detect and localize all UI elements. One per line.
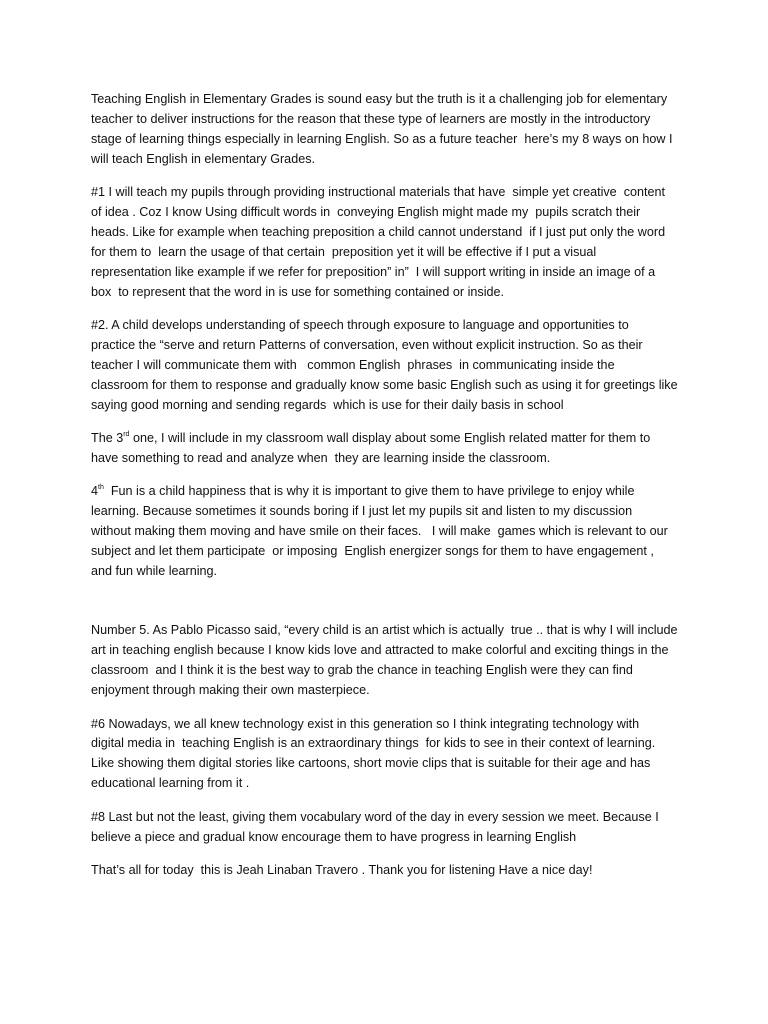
text-line: of idea . Coz I know Using difficult words in conveying English might made my pupils scratch their: [91, 205, 641, 220]
text-line: practice the “serve and return Patterns of conversation, even without explicit instruction. So as their: [91, 337, 643, 352]
text-line: Like showing them digital stories like cartoons, short movie clips that is suitable for their age and has: [91, 756, 651, 771]
text-line: representation like example if we refer for preposition” in” I will support writing in inside an image of a: [91, 264, 656, 279]
paragraph-way-2: [91, 316, 691, 416]
paragraph-way-6: [91, 715, 691, 795]
text-line: educational learning from it .: [91, 776, 250, 791]
text-line: #6 Nowadays, we all knew technology exist in this generation so I think integrating technology with: [91, 716, 640, 731]
text-run: The 3: [91, 431, 124, 446]
text-line: teacher to deliver instructions for the reason that these type of learners are mostly in the introductory: [91, 111, 651, 126]
text-line: learning. Because sometimes it sounds boring if I just let my pupils sit and listen to my discussion: [91, 504, 633, 519]
text-line: teacher I will communicate them with common English phrases in communicating inside the: [91, 357, 615, 372]
paragraph-way-4: [91, 482, 691, 582]
text-line: saying good morning and sending regards which is use for their daily basis in school: [91, 397, 564, 412]
text-line: subject and let them participate or imposing English energizer songs for them to have engagement ,: [91, 544, 654, 559]
paragraph-closing: [91, 861, 691, 881]
text-line: #2. A child develops understanding of speech through exposure to language and opportunities to: [91, 318, 629, 333]
text-line: for them to learn the usage of that certain preposition yet it will be effective if I put a visual: [91, 244, 597, 259]
text-line: stage of learning things especially in learning English. So as a future teacher here’s my 8 ways on how I: [91, 131, 673, 146]
paragraph-intro: [91, 90, 691, 170]
text-line: digital media in teaching English is an extraordinary things for kids to see in their context of learning.: [91, 736, 656, 751]
text-line: box to represent that the word in is use for something contained or inside.: [91, 284, 505, 299]
blank-gap: [91, 595, 691, 621]
paragraph-way-5: [91, 621, 691, 701]
paragraph-way-3: [91, 429, 691, 469]
text-line: #8 Last but not the least, giving them vocabulary word of the day in every session we meet. Because I: [91, 809, 659, 824]
text-line: [91, 429, 691, 449]
text-line: will teach English in elementary Grades.: [91, 151, 315, 166]
text-run: one, I will include in my classroom wall display about some English related matter for them to: [129, 431, 651, 446]
text-run: Fun is a child happiness that is why it is important to give them to have privilege to enjoy while: [103, 484, 635, 499]
text-line: #1 I will teach my pupils through providing instructional materials that have simple yet creative content: [91, 185, 665, 200]
text-line: [91, 482, 691, 502]
text-line: Teaching English in Elementary Grades is sound easy but the truth is it a challenging job for elementary: [91, 92, 668, 106]
text-run: 4: [91, 484, 99, 499]
text-line: enjoyment through making their own masterpiece.: [91, 683, 370, 698]
text-line: art in teaching english because I know kids love and attracted to make colorful and exciting things in the: [91, 643, 669, 658]
text-line: Number 5. As Pablo Picasso said, “every child is an artist which is actually true .. that is why I will include: [91, 623, 678, 638]
text-line: have something to read and analyze when they are learning inside the classroom.: [91, 451, 551, 465]
text-line: believe a piece and gradual know encourage them to have progress in learning English: [91, 829, 577, 844]
text-line: That’s all for today this is Jeah Linaban Travero . Thank you for listening Have a nice day!: [91, 863, 593, 877]
text-line: heads. Like for example when teaching preposition a child cannot understand if I just put only the word: [91, 224, 666, 239]
document-body: [91, 90, 691, 894]
text-line: classroom and I think it is the best way to grab the chance in teaching English were they can find: [91, 663, 633, 678]
ordinal-suffix: th: [98, 484, 104, 492]
paragraph-way-8: [91, 808, 691, 848]
text-line: without making them moving and have smile on their faces. I will make games which is relevant to our: [91, 524, 668, 539]
paragraph-way-1: [91, 183, 691, 302]
text-line: classroom for them to response and gradually know some basic English such as using it for greetings like: [91, 377, 678, 392]
text-line: and fun while learning.: [91, 564, 218, 579]
ordinal-suffix: rd: [123, 430, 130, 438]
